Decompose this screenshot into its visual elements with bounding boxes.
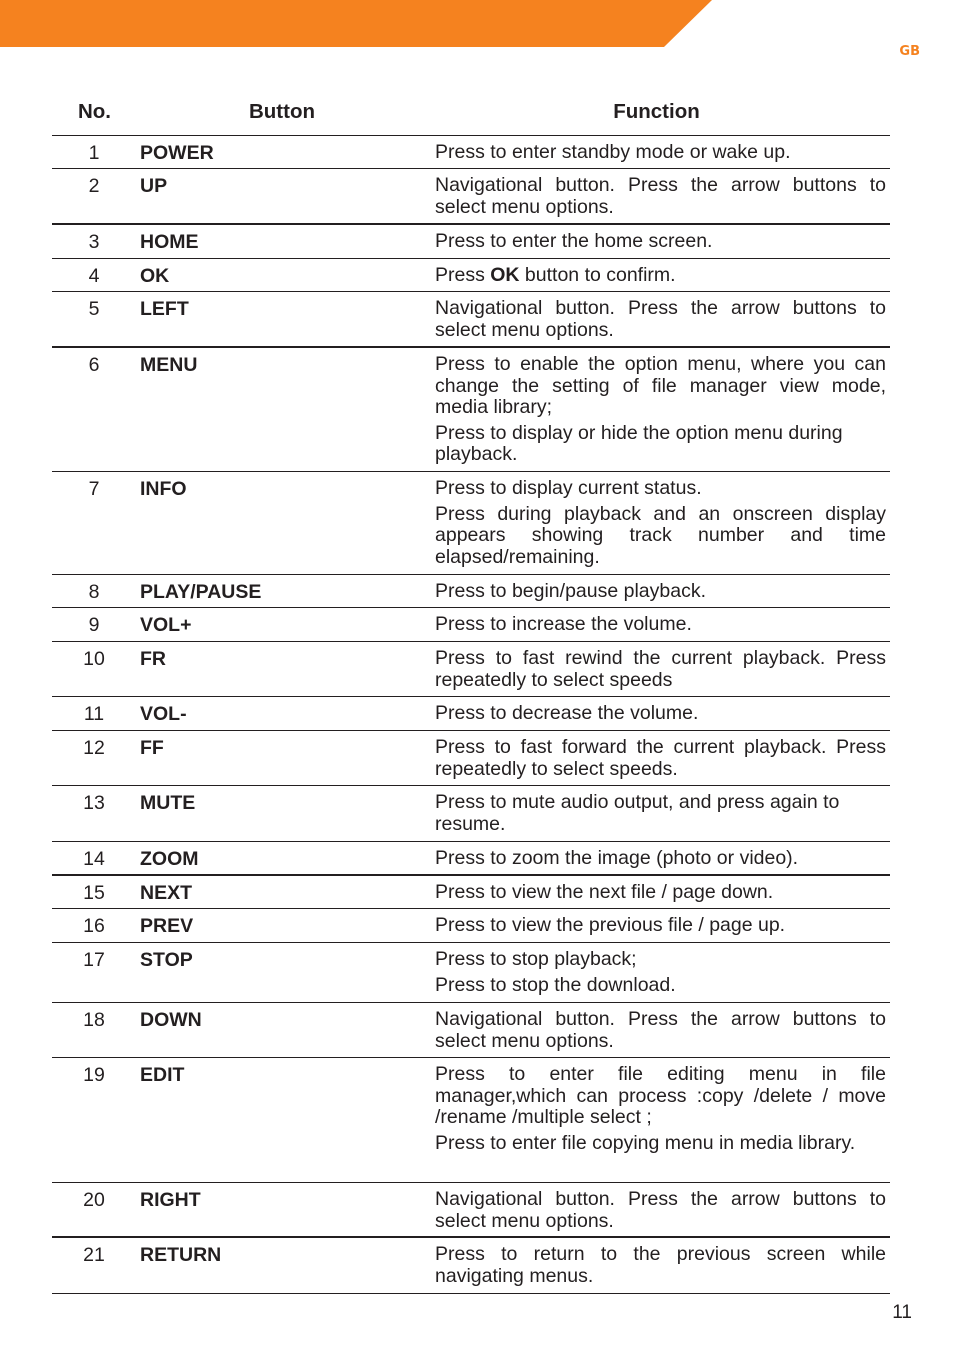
row-function [435, 842, 890, 874]
table-row [52, 1058, 890, 1183]
row-button-name: NEXT [140, 882, 193, 904]
function-text: Press to display or hide the option menu during playback. [435, 421, 843, 465]
row-number: 6 [88, 354, 100, 376]
function-text: Press to enter the home screen. [435, 230, 713, 252]
row-number: 10 [83, 648, 105, 670]
function-text: Press to begin/pause playback. [435, 580, 707, 602]
row-function [435, 292, 890, 346]
row-button-name: PLAY/PAUSE [140, 581, 262, 603]
row-button-name: LEFT [140, 298, 189, 320]
function-text [435, 265, 886, 287]
table-header [52, 88, 890, 136]
table-row [52, 731, 890, 786]
table-body [52, 136, 890, 1294]
function-text-bold: OK [490, 264, 520, 286]
row-button-name: OK [140, 265, 170, 287]
row-button-name: HOME [140, 231, 199, 253]
function-text: Navigational button. Press the arrow buttons to select menu options. [435, 297, 886, 341]
button-function-table [52, 88, 890, 1294]
function-text: Press to increase the volume. [435, 613, 692, 635]
row-button-name: VOL- [140, 703, 187, 725]
row-function [435, 642, 890, 696]
function-text: Press to view the next file / page down. [435, 881, 774, 903]
row-function [435, 472, 890, 574]
row-button-name: EDIT [140, 1064, 185, 1086]
row-button-name: MUTE [140, 792, 196, 814]
row-button-name: MENU [140, 354, 198, 376]
table-row [52, 292, 890, 348]
row-button-name: UP [140, 175, 168, 197]
function-text: Press to enter file editing menu in file manager,which can process :copy /delete / move /rename /multiple select ; [435, 1063, 886, 1128]
table-row [52, 1003, 890, 1058]
row-function [435, 169, 890, 223]
row-button-name: VOL+ [140, 614, 192, 636]
row-number: 20 [83, 1189, 105, 1211]
row-function [435, 876, 890, 908]
row-number: 18 [83, 1009, 105, 1031]
function-text: Navigational button. Press the arrow buttons to select menu options. [435, 174, 886, 218]
row-function [435, 943, 890, 1002]
row-function [435, 575, 890, 607]
table-row [52, 136, 890, 169]
header-function: Function [613, 99, 700, 123]
function-text: Press during playback and an onscreen display appears showing track number and time elapsed/remaining. [435, 502, 886, 568]
row-function [435, 909, 890, 942]
row-number: 21 [83, 1244, 105, 1266]
row-function [435, 136, 890, 168]
function-text: Press to fast forward the current playback. Press repeatedly to select speeds. [435, 736, 886, 780]
table-row [52, 608, 890, 642]
row-number: 14 [83, 848, 105, 870]
table-row [52, 697, 890, 731]
row-number: 1 [88, 142, 100, 164]
function-text: Press to decrease the volume. [435, 702, 699, 724]
row-button-name: DOWN [140, 1009, 202, 1031]
row-number: 3 [88, 231, 100, 253]
language-label: GB [899, 44, 920, 59]
row-button-name: PREV [140, 915, 194, 937]
table-row [52, 225, 890, 259]
row-function [435, 1058, 890, 1182]
row-button-name: RETURN [140, 1244, 222, 1266]
row-button-name: ZOOM [140, 848, 199, 870]
function-text: Press to stop the download. [435, 973, 676, 996]
row-function [435, 1238, 890, 1293]
row-button-name: INFO [140, 478, 187, 500]
row-number: 16 [83, 915, 105, 937]
function-text: Press to view the previous file / page up. [435, 914, 786, 936]
row-function [435, 225, 890, 258]
header-no: No. [77, 99, 112, 123]
table-row [52, 472, 890, 575]
row-number: 13 [83, 792, 105, 814]
row-number: 8 [88, 581, 100, 603]
row-function [435, 731, 890, 785]
table-row [52, 348, 890, 472]
function-text: Navigational button. Press the arrow buttons to select menu options. [435, 1008, 886, 1052]
row-function [435, 1003, 890, 1057]
table-row [52, 876, 890, 909]
row-number: 15 [83, 882, 105, 904]
function-text: Press to fast rewind the current playback. Press repeatedly to select speeds [435, 647, 886, 691]
row-number: 19 [83, 1064, 105, 1086]
row-button-name: RIGHT [140, 1189, 201, 1211]
table-row [52, 1183, 890, 1238]
row-number: 9 [88, 614, 100, 636]
table-row [52, 1238, 890, 1294]
row-number: 5 [88, 298, 100, 320]
function-text: Press to enter file copying menu in media library. [435, 1131, 856, 1154]
function-text: Press to stop playback; [435, 948, 637, 970]
table-row [52, 943, 890, 1003]
function-text: Press to enable the option menu, where you can change the setting of file manager view mode, media library; [435, 353, 886, 418]
function-text: Press to return to the previous screen while navigating menus. [435, 1243, 886, 1287]
table-row [52, 786, 890, 842]
table-row [52, 169, 890, 225]
row-function [435, 786, 890, 841]
row-number: 11 [83, 703, 105, 725]
function-text-pre: Press [435, 264, 491, 286]
function-text: Navigational button. Press the arrow buttons to select menu options. [435, 1188, 886, 1232]
table-row [52, 642, 890, 697]
function-text-post: button to confirm. [519, 264, 676, 286]
row-function [435, 259, 890, 291]
function-text: Press to mute audio output, and press again to resume. [435, 791, 840, 835]
row-button-name: FF [140, 737, 164, 759]
row-button-name: FR [140, 648, 166, 670]
row-function [435, 348, 890, 471]
row-number: 12 [83, 737, 105, 759]
function-text: Press to display current status. [435, 477, 702, 499]
row-number: 17 [83, 949, 105, 971]
row-button-name: STOP [140, 949, 193, 971]
row-function [435, 608, 890, 641]
row-number: 4 [88, 265, 100, 287]
header-button: Button [248, 99, 316, 123]
row-number: 7 [88, 478, 100, 500]
row-function [435, 1183, 890, 1236]
row-function [435, 697, 890, 730]
row-number: 2 [88, 175, 100, 197]
row-button-name: POWER [140, 142, 214, 164]
table-row [52, 842, 890, 876]
table-row [52, 259, 890, 292]
orange-header-banner [0, 0, 954, 50]
function-text: Press to enter standby mode or wake up. [435, 141, 791, 163]
page-number: 11 [892, 1302, 912, 1323]
table-row [52, 575, 890, 608]
function-text: Press to zoom the image (photo or video). [435, 847, 799, 869]
table-row [52, 909, 890, 943]
